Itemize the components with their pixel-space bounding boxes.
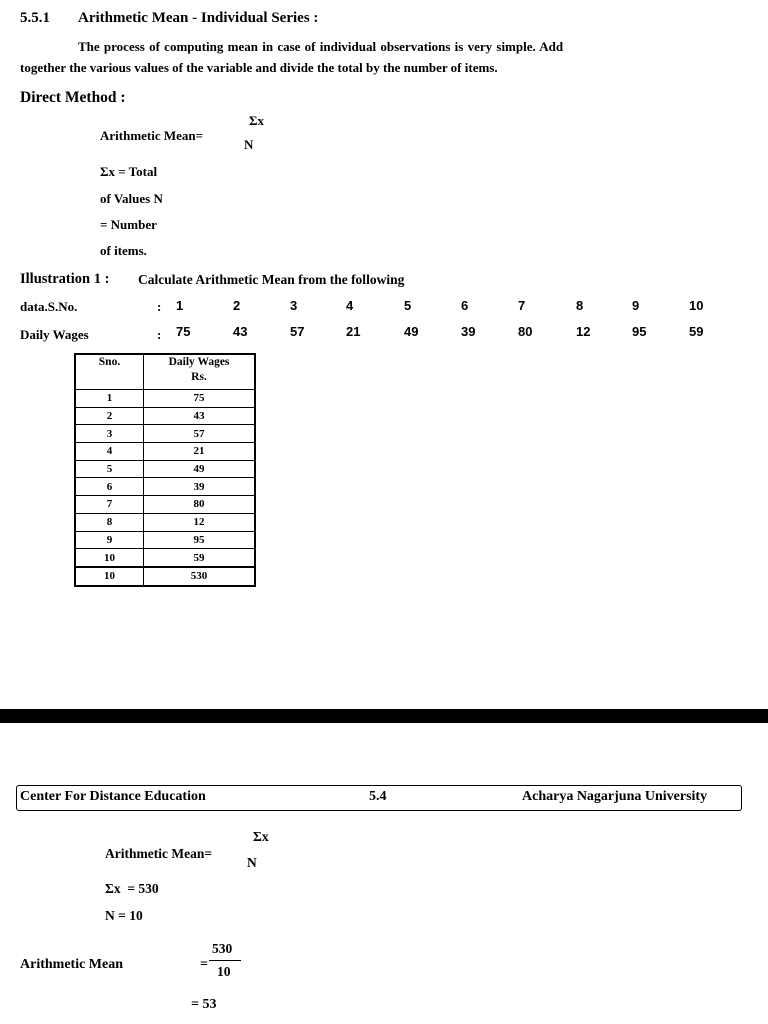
- definition-line-1: Σx = Total: [100, 164, 158, 179]
- cell-sno: 2: [75, 407, 144, 425]
- cell-sno: 1: [75, 390, 144, 408]
- wage-value: 39: [461, 324, 476, 339]
- direct-method-heading: Direct Method :: [20, 89, 126, 106]
- cell-wage: 57: [144, 425, 256, 443]
- table-row: [75, 460, 255, 478]
- table-total-row: [75, 567, 255, 586]
- col-header-wages-line1: Daily Wages: [168, 356, 230, 368]
- sno-value: 2: [233, 298, 241, 313]
- sum-value: Σx = 530: [105, 881, 159, 896]
- cell-sno: 5: [75, 460, 144, 478]
- illustration-text: Calculate Arithmetic Mean from the following: [138, 272, 405, 287]
- table-row: [75, 549, 255, 567]
- cell-sno: 9: [75, 531, 144, 549]
- cell-wage: 43: [144, 407, 256, 425]
- cell-sno: 10: [75, 549, 144, 567]
- cell-sno: 6: [75, 478, 144, 496]
- sno-colon: :: [157, 299, 162, 314]
- cell-sno: 7: [75, 496, 144, 514]
- cell-sno: 8: [75, 513, 144, 531]
- intro-line-1: The process of computing mean in case of individual observations is very simple. Add: [78, 39, 564, 54]
- fraction-bar: [209, 960, 241, 961]
- formula-numerator: Σx: [249, 113, 264, 128]
- definition-line-4: of items.: [100, 243, 147, 258]
- formula-label: Arithmetic Mean=: [100, 128, 204, 143]
- cell-wage: 59: [144, 549, 256, 567]
- wages-table: [74, 353, 256, 587]
- am-equals: =: [200, 957, 208, 972]
- cell-total-wage: 530: [144, 567, 256, 586]
- wages-label: Daily Wages: [20, 327, 89, 342]
- sno-label: data.S.No.: [20, 299, 78, 314]
- cell-wage: 75: [144, 390, 256, 408]
- table-row: [75, 513, 255, 531]
- cell-wage: 12: [144, 513, 256, 531]
- cell-wage: 49: [144, 460, 256, 478]
- footer-right: Acharya Nagarjuna University: [522, 789, 708, 804]
- am-fraction-denominator: 10: [217, 964, 231, 979]
- table-row: [75, 443, 255, 461]
- section-number: 5.5.1: [20, 10, 50, 26]
- sno-value: 9: [632, 298, 640, 313]
- am-result: = 53: [191, 997, 217, 1012]
- wage-value: 43: [233, 324, 248, 339]
- intro-line-2: together the various values of the variable and divide the total by the number of items.: [20, 60, 498, 75]
- cell-wage: 80: [144, 496, 256, 514]
- sno-value: 8: [576, 298, 584, 313]
- sno-value: 5: [404, 298, 412, 313]
- cell-wage: 39: [144, 478, 256, 496]
- definition-line-2: of Values N: [100, 191, 163, 206]
- footer-left: Center For Distance Education: [20, 789, 206, 804]
- table-row: [75, 531, 255, 549]
- sno-value: 7: [518, 298, 526, 313]
- col-header-sno: Sno.: [75, 354, 144, 390]
- cell-wage: 95: [144, 531, 256, 549]
- page-number: 5.4: [369, 789, 387, 804]
- solution-formula-label: Arithmetic Mean=: [105, 846, 213, 861]
- wage-value: 95: [632, 324, 647, 339]
- wage-value: 75: [176, 324, 191, 339]
- am-label: Arithmetic Mean: [20, 957, 124, 972]
- wages-colon: :: [157, 327, 162, 342]
- cell-sno: 3: [75, 425, 144, 443]
- table-row: [75, 407, 255, 425]
- table-row: [75, 478, 255, 496]
- col-header-wages: [144, 354, 256, 390]
- solution-numerator: Σx: [253, 829, 269, 844]
- definition-line-3: = Number: [100, 217, 157, 232]
- wage-value: 21: [346, 324, 361, 339]
- wage-value: 49: [404, 324, 419, 339]
- table-row: [75, 425, 255, 443]
- n-value: N = 10: [105, 908, 143, 923]
- wage-value: 59: [689, 324, 704, 339]
- section-title: Arithmetic Mean - Individual Series :: [78, 10, 319, 26]
- sno-value: 3: [290, 298, 298, 313]
- table-header-row: [75, 354, 255, 390]
- am-fraction-numerator: 530: [212, 941, 233, 956]
- solution-denominator: N: [247, 855, 257, 870]
- table-row: [75, 496, 255, 514]
- cell-sno: 4: [75, 443, 144, 461]
- wage-value: 12: [576, 324, 591, 339]
- cell-wage: 21: [144, 443, 256, 461]
- page-divider: [0, 709, 768, 723]
- wage-value: 57: [290, 324, 305, 339]
- illustration-label: Illustration 1 :: [20, 271, 110, 287]
- formula-denominator: N: [244, 137, 254, 152]
- table-row: [75, 390, 255, 408]
- sno-value: 6: [461, 298, 469, 313]
- col-header-wages-line2: Rs.: [191, 371, 207, 383]
- wage-value: 80: [518, 324, 533, 339]
- sno-value: 10: [689, 298, 704, 313]
- sno-value: 4: [346, 298, 354, 313]
- sno-value: 1: [176, 298, 184, 313]
- cell-total-sno: 10: [75, 567, 144, 586]
